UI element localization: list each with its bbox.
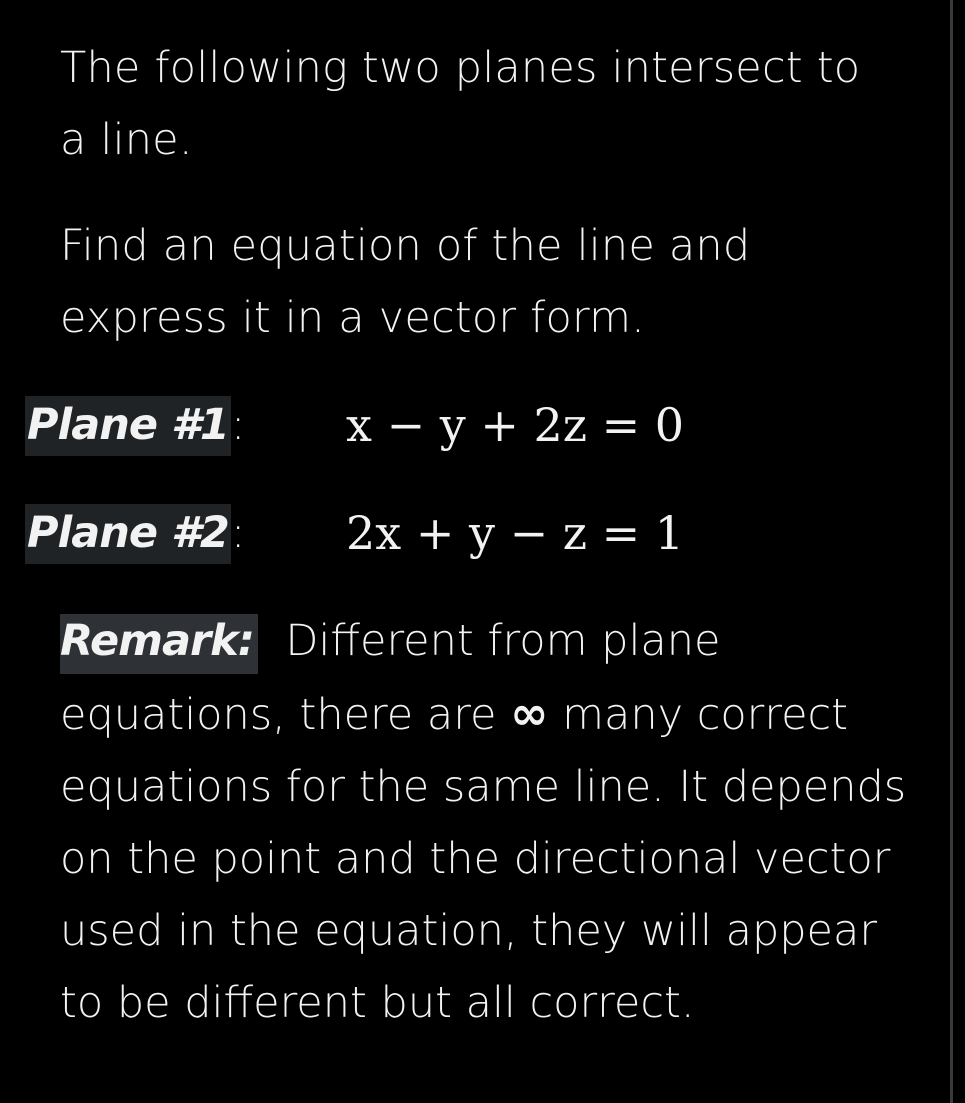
plane-1-label: Plane #1	[25, 396, 231, 456]
plane-2-label: Plane #2	[25, 504, 231, 564]
problem-statement	[60, 32, 900, 354]
plane-1-colon: :	[230, 400, 246, 450]
intro-paragraph: The following two planes intersect to a line.	[60, 43, 861, 165]
plane-2-label-container	[25, 508, 325, 558]
remark-text-after: many correct equations for the same line. It depends on the point and the directional vector used in the equation, they will appear to be different but all correct.	[60, 690, 907, 1028]
remark-paragraph	[60, 605, 910, 1039]
instruction-paragraph: Find an equation of the line and express it in a vector form.	[60, 221, 751, 343]
remark-label: Remark:	[60, 614, 258, 674]
plane-1-equation: x − y + 2z = 0	[346, 398, 685, 452]
right-border	[950, 0, 953, 1103]
plane-1-row	[25, 395, 684, 455]
plane-2-colon: :	[230, 508, 246, 558]
remark-text-before: Different from plane equations, there are	[60, 616, 721, 740]
plane-2-row	[25, 503, 684, 563]
plane-1-label-container	[25, 400, 325, 450]
infinity-symbol: ∞	[510, 686, 549, 740]
plane-2-equation: 2x + y − z = 1	[346, 506, 685, 560]
